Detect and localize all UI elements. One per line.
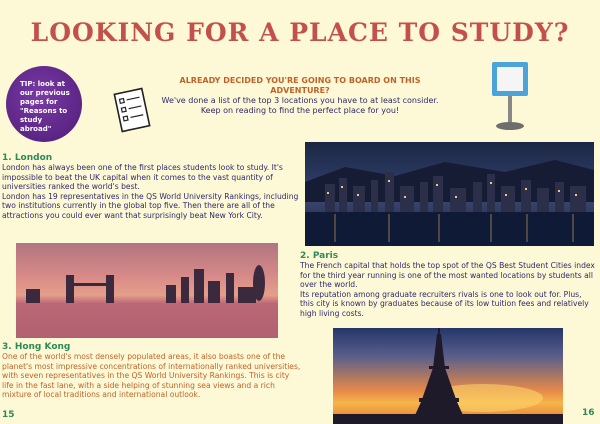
signboard-icon xyxy=(490,60,530,132)
paris-heading: 2. Paris xyxy=(300,251,339,261)
hong-kong-heading: 3. Hong Kong xyxy=(2,342,71,352)
section-paris xyxy=(300,251,595,319)
page-number-right: 16 xyxy=(582,408,595,418)
checklist-icon xyxy=(110,85,154,135)
tip-badge: TIP: look at our previous pages for "Reasons to study abroad" xyxy=(6,66,82,142)
london-heading: 1. London xyxy=(2,153,53,163)
intro-line-1: We've done a list of the top 3 locations you have to at least consider. xyxy=(161,96,439,105)
intro-kicker: ALREADY DECIDED YOU'RE GOING TO BOARD ON THIS ADVENTURE? xyxy=(179,76,421,95)
london-paragraph-1: London has always been one of the first places students look to study. It's impossible to beat the UK capital when it comes to the vast quantity of universities ranked the world's best. xyxy=(2,163,283,192)
intro xyxy=(150,76,450,116)
paris-eiffel-tower-photo xyxy=(333,328,563,424)
hong-kong-paragraph: One of the world's most densely populated areas, it also boasts one of the planet's most impressive concentrations of internationally ranked universities, with seven representatives in the QS World University Rankings. This is city life in the fast lane, with a side helping of stunning sea views and a rich mixture of local traditions and international outlook. xyxy=(2,352,301,400)
hong-kong-skyline-photo xyxy=(305,142,594,246)
section-hong-kong xyxy=(2,342,302,400)
page-title: LOOKING FOR A PLACE TO STUDY? xyxy=(30,18,570,47)
london-skyline-photo xyxy=(16,243,278,338)
paris-paragraph-1: The French capital that holds the top spot of the QS Best Student Cities index for the third year running is one of the most wanted locations by students all over the world. xyxy=(300,261,595,290)
paris-paragraph-2: Its reputation among graduate recruiters rivals is one to look out for. Plus, this city is known by graduates because of its low tuition fees and relatively high living costs. xyxy=(300,289,589,318)
london-paragraph-2: London has 19 representatives in the QS World University Rankings, including two institutions currently in the global top five. Then there are all of the attractions you could ever want that surprisingly beat New York City. xyxy=(2,191,299,220)
section-london xyxy=(2,153,302,221)
intro-line-2: Keep on reading to find the perfect place for you! xyxy=(200,106,400,115)
page-number-left: 15 xyxy=(2,410,15,420)
